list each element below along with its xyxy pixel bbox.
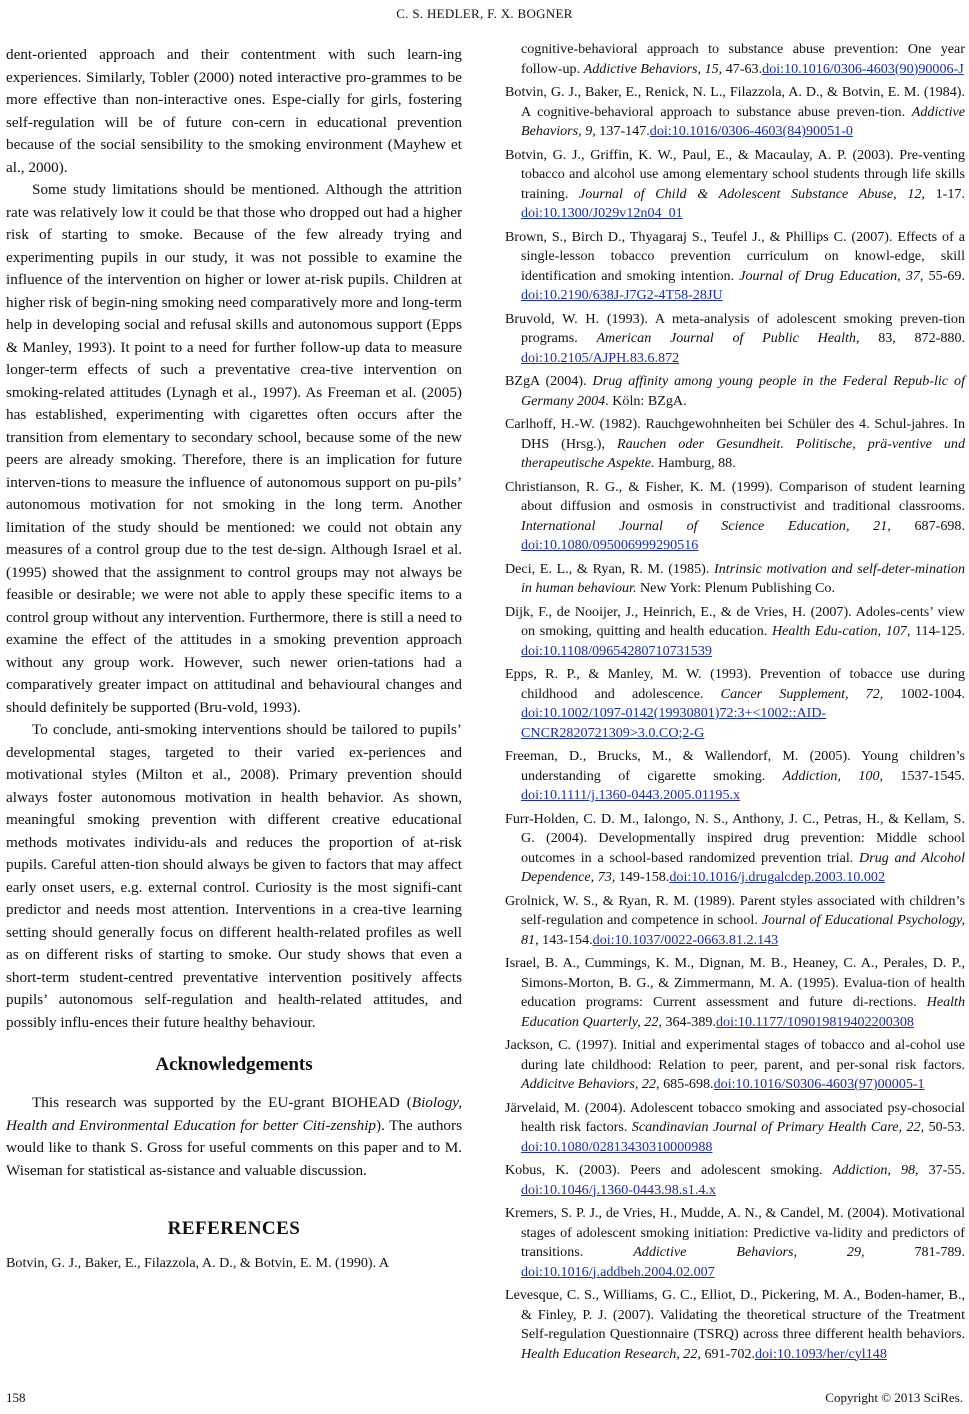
reference-entry [505,1204,965,1282]
reference-pages: 691-702. [700,1345,755,1362]
reference-entry [505,810,965,888]
reference-entry [505,40,965,79]
reference-entry [505,310,965,369]
running-header: C. S. HEDLER, F. X. BOGNER [396,6,573,21]
doi-link[interactable]: doi:10.1016/j.addbeh.2004.02.007 [521,1263,715,1280]
reference-entry [505,228,965,306]
reference-entry [505,892,965,951]
doi-link[interactable]: doi:10.2190/638J-J7G2-4T58-28JU [521,287,723,303]
reference-pages: 47-63. [722,60,763,77]
doi-link[interactable]: doi:10.1300/J029v12n04_01 [521,205,683,221]
reference-journal: Health Education Research, 22, [521,1345,701,1362]
reference-journal: Health Edu-cation, 107, [771,623,911,639]
right-column [505,40,965,1368]
body-paragraph: To conclude, anti-smoking interventions should be tailored to pupils’ developmental stages, targeted to their varied ex-periences and motivational styles (Milton et al., 2008). Primary prevention should always foster autonomous motivation in health behavior. As shown, meaningful smoking prevention with different creative educational methods motivates individu-als and reduces the proportion of at-risk pupils. Careful atten-tion should always be given to factors that may affect early onset users, e.g. external control. Curiosity is the most signifi-cant predictor and needs most attention. Interventions in a crea-tive learning setting should generally focus on different health-related profiles as well as on different risks of starting to smoke. Our study shows that even a short-term student-centred preventative intervention positively affects pupils’ autonomous self-regulation and health-related attitudes, and possibly influ-ences their future healthy behaviour. [6,721,462,1031]
reference-pages: 37-55. [918,1162,965,1178]
reference-entry [505,1099,965,1158]
reference-entry [505,83,965,142]
reference-pages: 50-53. [924,1119,965,1135]
reference-pages: . Köln: BZgA. [605,392,687,409]
reference-pages: 137-147. [595,123,650,139]
reference-pages: 55-69. [923,267,965,284]
reference-authors-title: Bruvold, W. H. (1993). A meta-analysis of adolescent smoking preven-tion programs. [505,310,965,346]
reference-authors-title: Epps, R. P., & Manley, M. W. (1993). Prevention of tobacce use during childhood and adolescence. [505,666,965,702]
reference-journal: Addictive Behaviors, 15, [583,60,723,77]
ack-text-project-name: Biology, Health and Environmental Education for better Citi-zenship [6,1094,462,1134]
reference-authors-title: Jackson, C. (1997). Initial and experimental stages of tobacco and al-cohol use during late childhood: Relation to peer, parent, and per-sonal risk factors. [505,1037,965,1073]
reference-journal: Rauchen oder Gesundheit. Politische, prä-ventive und therapeutische Aspekte. [521,435,965,471]
reference-authors-title: Levesque, C. S., Williams, G. C., Elliot, D., Pickering, M. A., Boden-hamer, B., & Finley, P. J. (2007). Validating the theoretical structure of the Treatment Self-regulation Questionnaire (TSRQ) across three different health behaviors. [505,1287,965,1342]
reference-pages: 685-698. [659,1076,714,1092]
reference-pages: New York: Plenum Publishing Co. [636,580,836,596]
reference-pages: 364-389. [661,1013,716,1030]
reference-journal: Drug affinity among young people in the Federal Repub-lic of Germany 2004 [521,373,965,409]
reference-entry [505,415,965,474]
acknowledgements-heading: Acknowledgements [155,1054,313,1075]
doi-link[interactable]: doi:10.1080/02813430310000988 [521,1138,713,1155]
reference-authors-title: Kobus, K. (2003). Peers and adolescent smoking. [505,1162,833,1178]
reference-entry [505,372,965,411]
doi-link[interactable]: doi:10.1002/1097-0142(19930801)72:3+<1002::AID-CNCR2820721309>3.0.CO;2-G [521,705,827,741]
reference-entry [505,747,965,806]
doi-link[interactable]: doi:10.1046/j.1360-0443.98.s1.4.x [521,1181,716,1198]
reference-entry [505,560,965,599]
doi-link[interactable]: doi:10.1093/her/cyl148 [754,1345,887,1362]
reference-authors-title: Botvin, G. J., Baker, E., Renick, N. L., Filazzola, A. D., & Botvin, E. M. (1984). A cognitive-behavioral approach to substance abuse preven-tion. [505,84,965,120]
reference-authors-title: Botvin, G. J., Griffin, K. W., Paul, E., & Macaulay, A. P. (2003). Pre-venting tobacco and alcohol use among elementary school students through life skills training. [505,146,965,202]
reference-authors-title: Freeman, D., Brucks, M., & Wallendorf, M. (2005). Young children’s understanding of cigarette smoking. [505,748,965,784]
body-paragraph: dent-oriented approach and their contentment with such learn-ing experiences. Similarly, Tobler (2000) noted interactive pro-grammes to be more effective than non-interactive ones. Espe-cially for girls, fostering self-regulation will be of future con-cern in educational prevention because of the social sensibility to the smoking environment (Mayhew et al., 2000). [6,46,462,176]
reference-journal: Addiction, 98, [832,1162,919,1178]
reference-journal: Addictive Behaviors, 9, [521,103,965,139]
reference-journal: Health Education Quarterly, 22, [521,994,965,1030]
reference-pages: 1002-1004. [883,685,966,702]
acknowledgements-paragraph [6,1092,462,1182]
doi-link[interactable]: doi:10.1080/095006999290516 [521,537,699,553]
reference-pages: 781-789. [864,1244,965,1260]
reference-journal: International Journal of Science Education, 21, [521,517,891,534]
reference-authors-title: Dijk, F., de Nooijer, J., Heinrich, E., & de Vries, H. (2007). Adoles-cents’ view on smoking, quitting and health education. [505,603,965,639]
doi-link[interactable]: doi:10.1016/j.drugalcdep.2003.10.002 [669,869,886,885]
reference-entry [505,665,965,743]
reference-entry [505,478,965,556]
ack-text-post: ). The authors would like to thank S. Gross for useful comments on this paper and to M. Wiseman for statistical as-sistance and valuable discussion. [6,1116,462,1179]
references-heading: REFERENCES [167,1218,301,1239]
reference-authors-title: Grolnick, W. S., & Ryan, R. M. (1989). Parent styles associated with children’s self-regulation and competence in school. [505,892,965,928]
reference-pages: Hamburg, 88. [654,455,736,471]
reference-journal: Journal of Child & Adolescent Substance Abuse, 12, [579,185,925,202]
reference-pages: 114-125. [910,623,966,639]
reference-journal: Journal of Educational Psychology, 81, [521,912,965,948]
reference-journal: Scandinavian Journal of Primary Health Care, 22, [631,1119,925,1135]
reference-journal: Cancer Supplement, 72, [720,685,884,702]
doi-link[interactable]: doi:10.1177/109019819402200308 [715,1013,914,1030]
ack-text-pre: This research was supported by the EU-grant BIOHEAD ( [32,1094,412,1111]
reference-authors-title: Brown, S., Birch D., Thyagaraj S., Teufel J., & Phillips C. (2007). Effects of a single-lesson tobacco prevention curriculum on knowl-edge, skill identification and smoking intention. [505,228,965,284]
reference-entry [505,1286,965,1364]
reference-entry: Botvin, G. J., Baker, E., Filazzola, A. D., & Botvin, E. M. (1990). A [6,1255,390,1271]
reference-entry [505,603,965,662]
doi-link[interactable]: doi:10.2105/AJPH.83.6.872 [521,349,680,366]
reference-journal: Addictive Behaviors, 29, [633,1244,865,1260]
reference-list [505,40,965,1364]
copyright-notice: Copyright © 2013 SciRes. [825,1390,963,1405]
page-number: 158 [6,1390,26,1405]
reference-journal: Addiction, 100, [782,767,884,784]
reference-pages: , 83, 872-880. [855,330,966,346]
reference-journal: Intrinsic motivation and self-deter-mination in human behaviour. [521,560,965,596]
doi-link[interactable]: doi:10.1037/0022-0663.81.2.143 [592,931,779,948]
reference-authors-title: Järvelaid, M. (2004). Adolescent tobacco smoking and associated psy-chosocial health risk factors. [505,1099,965,1135]
reference-journal: American Journal of Public Health [596,330,856,346]
reference-pages: 1-17. [924,185,965,202]
reference-pages: 149-158. [615,869,670,885]
doi-link[interactable]: doi:10.1016/S0306-4603(97)00005-1 [713,1076,925,1092]
reference-authors-title: Deci, E. L., & Ryan, R. M. (1985). [505,560,715,577]
body-paragraph: Some study limitations should be mentioned. Although the attrition rate was relatively low it could be that those who dropped out had a higher risk of starting to smoke. Because of the few already trying and experimenting pupils in our study, it was not possible to examine the influence of the intervention on higher or lower at-risk pupils. Children at higher risk of begin-ning smoking need comparatively more and long-term help in developing social and refusal skills and autonomous support (Epps & Manley, 1993). It point to a need for further follow-up data to measure longer-term effects of such a preventative crea-tive intervention on smoking-related attitudes (Lynagh et al., 1997). As Freeman et al. (2005) has established, experimenting with cigarettes often occurs after the transition from elementary to secondary school, because some of the new peers are already smoking. Therefore, there is an implication for future interven-tions to measure the influence of autonomous support on pu-pils’ autonomous motivation for not smoking in the long term. Another limitation of the study should be mentioned: we could not obtain any measures of a control group due to the test de-sign. Although Israel et al. (1995) showed that the assignment to control groups may not always be feasible or desirable; we were not able to apply these specific items to a control group without any intervention. Furthermore, there is still a need to examine the effect of the attitudes in a smoking prevention approach without any group work. However, such newer orien-tations had a comparatively greater impact on attitudinal and behavioural changes and should definitely be supported (Bru-vold, 1993). [6,181,462,716]
reference-journal: Addicitve Behaviors, 22, [521,1076,660,1092]
left-column [6,44,462,1278]
doi-link[interactable]: doi:10.1111/j.1360-0443.2005.01195.x [521,787,741,803]
reference-authors-title: Carlhoff, H.-W. (1982). Rauchgewohnheiten bei Schüler des 4. Schul-jahres. In DHS (Hrsg.), [505,416,965,452]
doi-link[interactable]: doi:10.1108/09654280710731539 [521,642,712,659]
doi-link[interactable]: doi:10.1016/0306-4603(90)90006-J [762,60,964,77]
reference-entry [505,1036,965,1095]
reference-entry [505,146,965,224]
reference-authors-title: BZgA (2004). [505,373,593,389]
reference-journal: Journal of Drug Education, 37, [739,267,924,284]
reference-authors-title: cognitive-behavioral approach to substance abuse prevention: One year follow-up. [521,41,965,77]
reference-authors-title: Christianson, R. G., & Fisher, K. M. (1999). Comparison of student learning about diffusion and osmosis in constructivist and traditional classrooms. [505,478,965,514]
reference-pages: 143-154. [538,931,593,948]
reference-authors-title: Israel, B. A., Cummings, K. M., Dignan, M. B., Heaney, C. A., Perales, D. P., Simons-Morton, B. G., & Zimmermann, M. A. (1995). Evalua-tion of health education programs: Current assessment and future di-rections. [505,955,965,1010]
reference-entry [505,1161,965,1200]
reference-authors-title: Furr-Holden, C. D. M., Ialongo, N. S., Anthony, J. C., Petras, H., & Kellam, S. G. (2004). Developmentally inspired drug prevention: Middle school outcomes in a school-based randomized prevention trial. [505,810,965,866]
reference-entry [505,954,965,1032]
reference-journal: Drug and Alcohol Dependence, 73, [521,849,965,885]
reference-pages: 687-698. [890,517,965,534]
doi-link[interactable]: doi:10.1016/0306-4603(84)90051-0 [649,123,853,139]
reference-pages: 1537-1545. [883,767,965,784]
reference-authors-title: Kremers, S. P. J., de Vries, H., Mudde, A. N., & Candel, M. (2004). Motivational stages of adolescent smoking initiation: Predictive va-lidity and predictors of transitions. [505,1205,965,1260]
